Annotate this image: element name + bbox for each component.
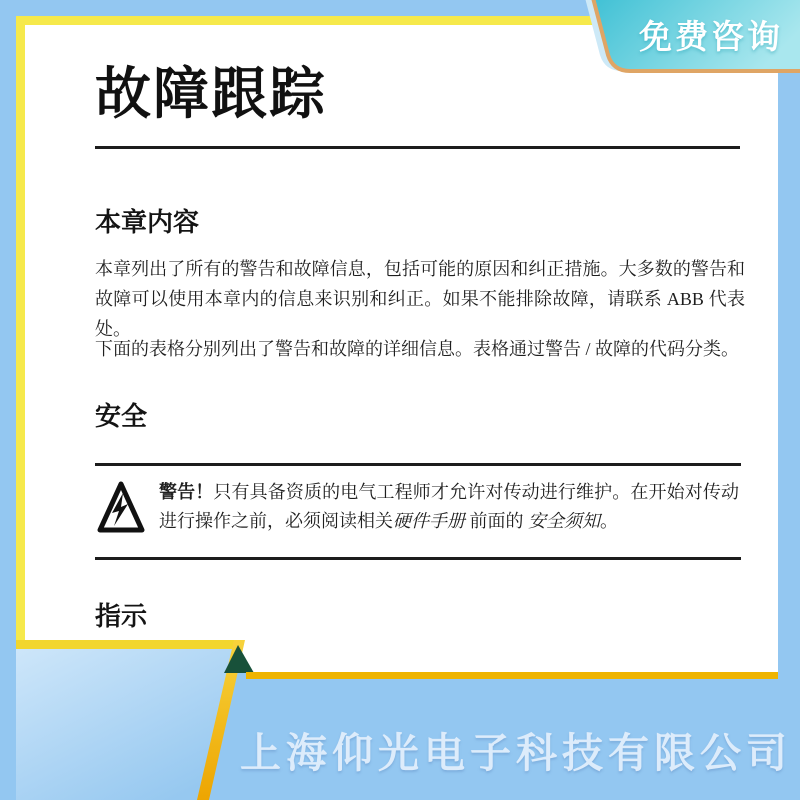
company-name: 上海仰光电子科技有限公司 <box>240 730 792 776</box>
banner-gold-line <box>246 672 778 679</box>
page-title: 故障跟踪 <box>95 64 327 126</box>
title-rule <box>95 146 740 149</box>
consult-badge-label[interactable]: 免费咨询 <box>639 18 783 55</box>
indication-heading: 指示 <box>95 601 148 631</box>
warning-text: 警告！只有具备资质的电气工程师才允许对传动进行维护。在开始对传动进行操作之前，必须阅读相关硬件手册 前面的 安全须知。 <box>159 482 740 531</box>
safety-heading: 安全 <box>95 401 148 431</box>
ribbon-left-top-border <box>16 640 243 649</box>
chapter-heading: 本章内容 <box>95 207 200 237</box>
chapter-paragraph-2: 下面的表格分别列出了警告和故障的详细信息。表格通过警告 / 故障的代码分类。 <box>95 339 739 359</box>
frame-border-left <box>16 16 25 649</box>
chapter-paragraph-1: 本章列出了所有的警告和故障信息，包括可能的原因和纠正措施。大多数的警告和故障可以使用本章内的信息来识别和纠正。如果不能排除故障，请联系 ABB 代表处。 <box>95 259 745 339</box>
warning-box <box>95 463 741 560</box>
electrical-hazard-icon <box>97 480 145 541</box>
warning-label: 警告！ <box>159 482 214 502</box>
